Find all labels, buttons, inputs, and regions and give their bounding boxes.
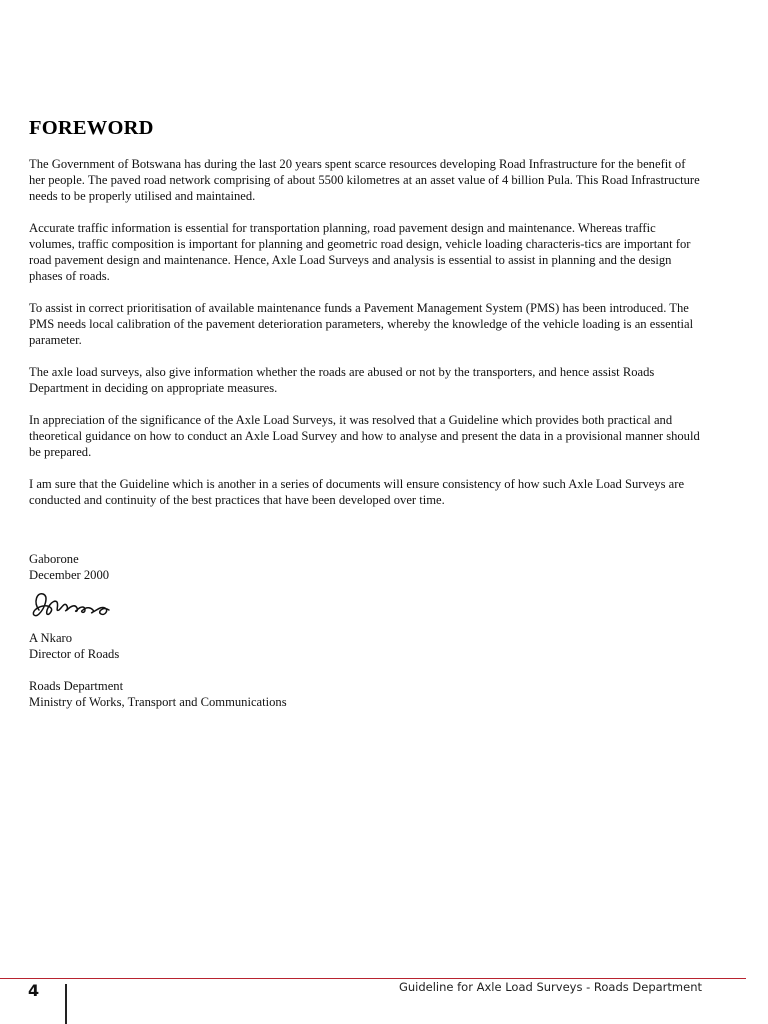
- paragraph-4: The axle load surveys, also give information whether the roads are abused or not by the transporters, and hence assist Roads Department in deciding on appropriate measures.: [29, 365, 655, 395]
- place-text: Gaborone: [29, 552, 79, 566]
- page-number: 4: [28, 981, 40, 1000]
- handwritten-signature-icon: [29, 588, 115, 622]
- footer-rule: [0, 978, 746, 979]
- footer-divider: [65, 984, 67, 1024]
- foreword-body: [29, 156, 704, 524]
- ministry-name: Ministry of Works, Transport and Communications: [29, 695, 287, 709]
- signatory-block: [29, 630, 119, 662]
- department-block: [29, 678, 287, 710]
- page-title: FOREWORD: [29, 117, 154, 139]
- paragraph-5: In appreciation of the significance of the Axle Load Surveys, it was resolved that a Guideline which provides both practical and theoretical guidance on how to conduct an Axle Load Survey and how to analyse and present the data in a provisional manner should be prepared.: [29, 413, 700, 459]
- paragraph-2: Accurate traffic information is essential for transportation planning, road pavement design and maintenance. Whereas traffic volumes, traffic composition is important for planning and geometric road design, vehicle loading characteris-tics are important for road pavement design and maintenance. Hence, Axle Load Surveys and analysis is essential to assist in planning and the design phases of roads.: [29, 221, 691, 283]
- signatory-name: A Nkaro: [29, 631, 73, 645]
- running-footer-title: Guideline for Axle Load Surveys - Roads Department: [398, 980, 702, 994]
- signoff-block: [29, 551, 109, 583]
- date-text: December 2000: [29, 568, 110, 582]
- paragraph-1: The Government of Botswana has during the last 20 years spent scarce resources developing Road Infrastructure for the benefit of her people. The paved road network comprising of about 5500 kilometres at an asset value of 4 billion Pula. This Road Infrastructure needs to be properly utilised and maintained.: [29, 157, 700, 203]
- department-name: Roads Department: [29, 679, 124, 693]
- signatory-title: Director of Roads: [29, 647, 120, 661]
- paragraph-6: I am sure that the Guideline which is another in a series of documents will ensure consistency of how such Axle Load Surveys are conducted and continuity of the best practices that have been developed over time.: [29, 477, 685, 507]
- paragraph-3: To assist in correct prioritisation of available maintenance funds a Pavement Management System (PMS) has been introduced. The PMS needs local calibration of the pavement deterioration parameters, whereby the knowledge of the vehicle loading is an essential parameter.: [29, 301, 694, 347]
